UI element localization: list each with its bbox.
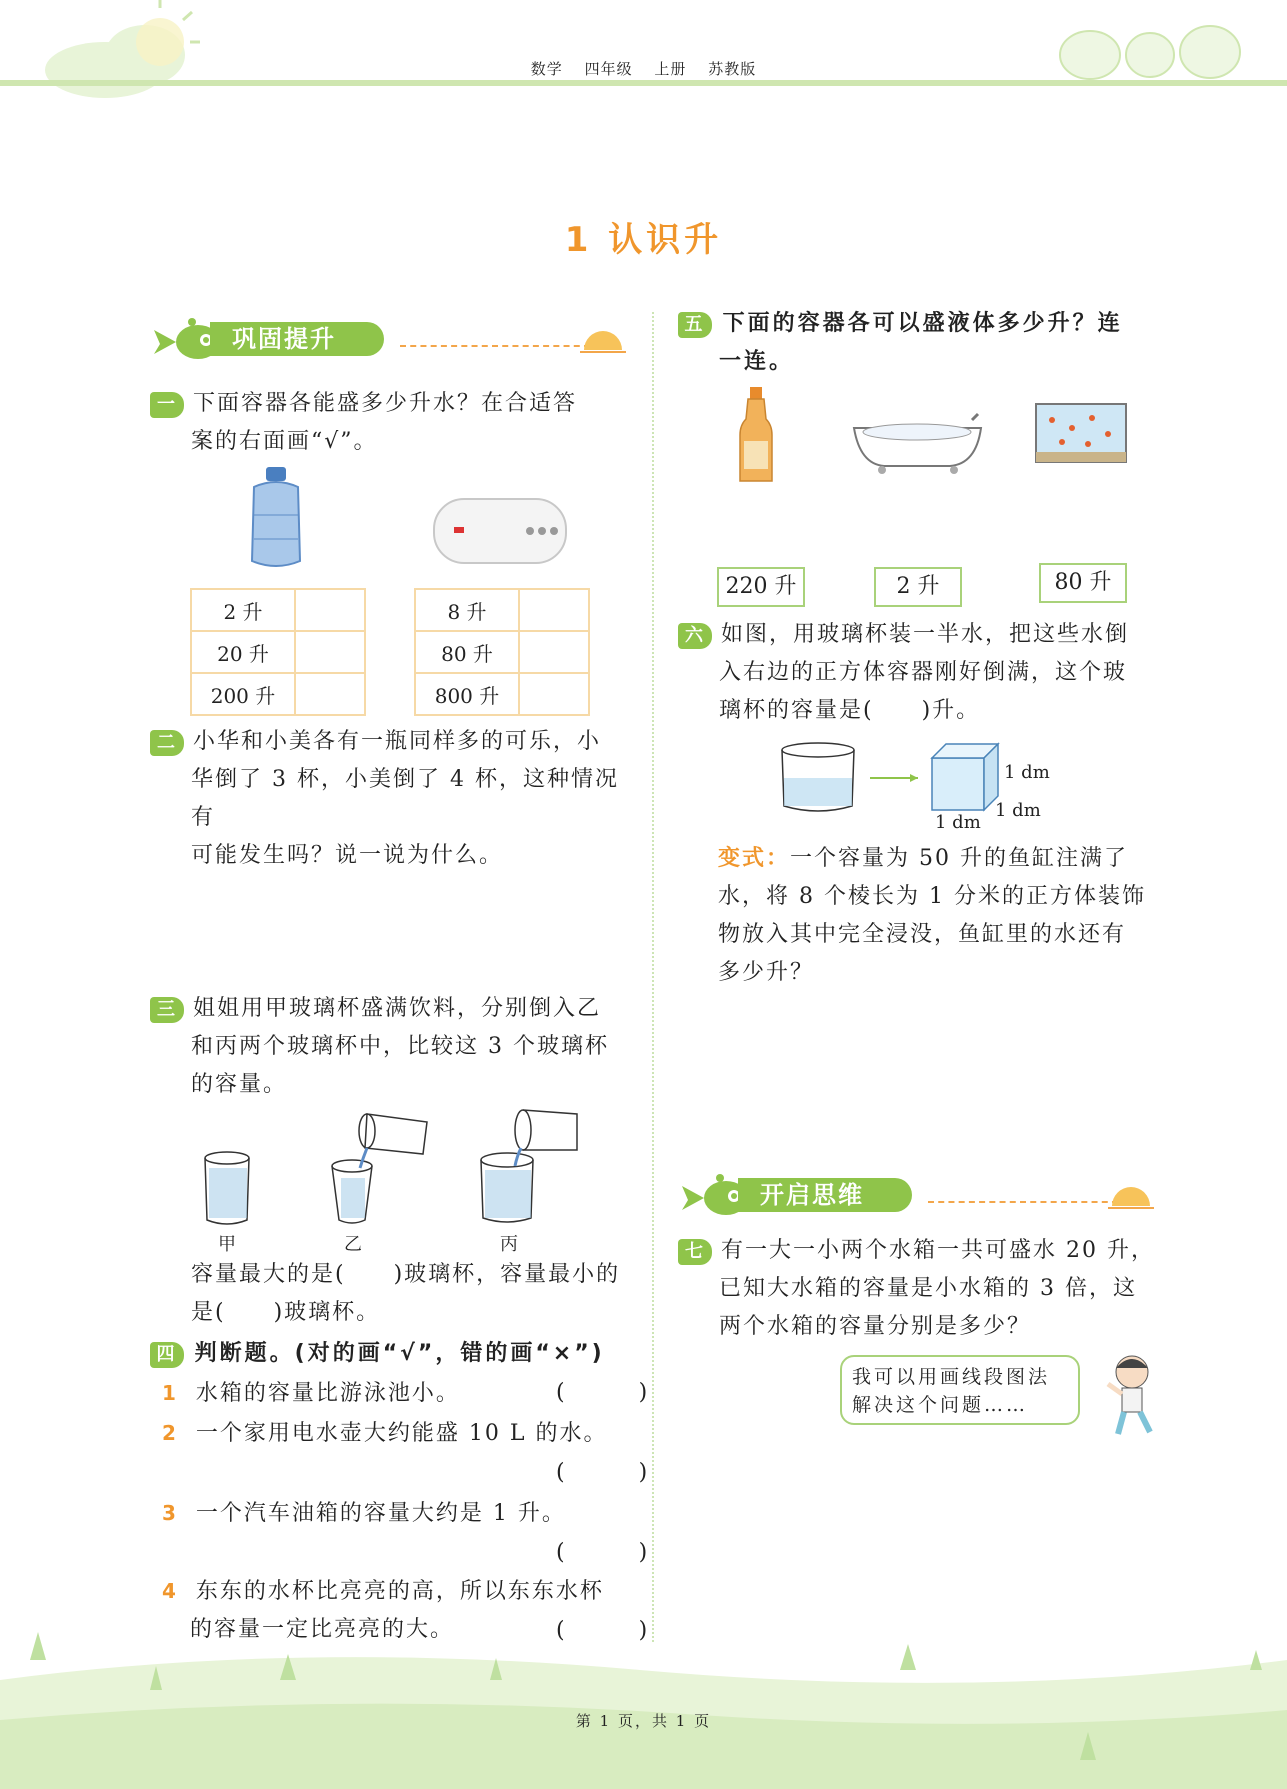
speech-bubble [840, 1355, 1080, 1425]
header-grade: 四年级 [584, 60, 633, 78]
answer-line: 是( )玻璃杯。 [191, 1300, 381, 1325]
item-text: 东东的水杯比亮亮的高，所以东东水杯 [195, 1579, 604, 1604]
question-number: 四 [150, 1342, 184, 1368]
options-table-jug [190, 588, 366, 716]
answer-cell[interactable] [295, 631, 365, 673]
header-subject: 数学 [530, 60, 563, 78]
item-text: 一个汽车油箱的容量大约是 1 升。 [195, 1501, 566, 1526]
header-rule [0, 80, 1287, 86]
capacity-option[interactable]: 220 升 [717, 567, 805, 607]
page-footer: 第 1 页，共 1 页 [575, 1712, 712, 1730]
answer-cell[interactable] [295, 589, 365, 631]
question-text: 入右边的正方体容器刚好倒满，这个玻 [719, 660, 1128, 685]
fish-tank-image [1032, 398, 1132, 468]
question-text: 物放入其中完全浸没，鱼缸里的水还有 [718, 922, 1127, 947]
question-6 [678, 616, 1178, 730]
option-cell: 2 升 [191, 589, 295, 631]
item-text: 水箱的容量比游泳池小。 [195, 1381, 460, 1406]
glass-label-yi: 乙 [344, 1234, 362, 1255]
answer-cell[interactable] [519, 589, 589, 631]
question-text: 下面的容器各可以盛液体多少升？连 [722, 311, 1123, 336]
answer-cell[interactable] [519, 673, 589, 715]
options-table-heater [414, 588, 590, 716]
question-3-answer [191, 1256, 651, 1332]
cube-dimension-label: 1 dm [995, 800, 1041, 821]
page-title: 1 认识升 [564, 220, 723, 260]
bathtub-image [850, 410, 985, 475]
answer-paren[interactable]: ( ) [556, 1380, 658, 1405]
glass-label-bing: 丙 [500, 1234, 518, 1255]
banner-label: 开启思维 [738, 1178, 912, 1212]
item-number: 3 [162, 1501, 178, 1525]
question-number: 六 [678, 623, 712, 649]
question-7 [678, 1232, 1178, 1346]
glasses-diagram [195, 1108, 595, 1238]
question-text: 已知大水箱的容量是小水箱的 3 倍，这 [719, 1276, 1137, 1301]
water-heater-image [430, 495, 570, 569]
water-jug-image [244, 465, 308, 575]
landscape-decoration [0, 1620, 1287, 1789]
banner-label: 巩固提升 [210, 322, 384, 356]
question-5 [678, 305, 1178, 381]
option-cell: 80 升 [415, 631, 519, 673]
answer-line: 容量最大的是( )玻璃杯，容量最小的 [191, 1262, 621, 1287]
header-volume: 上册 [654, 60, 687, 78]
item-text: 的容量一定比亮亮的大。 [190, 1617, 455, 1642]
cube-dimension-label: 1 dm [1004, 762, 1050, 783]
question-number: 七 [678, 1239, 712, 1265]
question-title: 判断题。(对的画“√”，错的画“×”) [194, 1341, 605, 1366]
header-decoration [0, 0, 1287, 110]
boy-icon [1100, 1350, 1170, 1440]
header-info [0, 58, 1287, 79]
bubble-text: 解决这个问题…… [852, 1394, 1029, 1416]
question-text: 姐姐用甲玻璃杯盛满饮料，分别倒入乙 [193, 996, 602, 1021]
item-text: 一个家用电水壶大约能盛 10 L 的水。 [195, 1421, 608, 1446]
judge-item-2 [162, 1414, 642, 1453]
answer-paren[interactable]: ( ) [556, 1540, 658, 1565]
question-text: 多少升？ [718, 960, 815, 985]
bottle-image [736, 385, 776, 485]
question-text: 一个容量为 50 升的鱼缸注满了 [790, 846, 1128, 871]
glass-label-jia: 甲 [218, 1234, 236, 1255]
question-text: 下面容器各能盛多少升水？在合适答 [193, 391, 578, 416]
question-text: 两个水箱的容量分别是多少？ [719, 1314, 1032, 1339]
section-banner-consolidate [150, 318, 630, 362]
variant-label: 变式： [718, 846, 791, 871]
item-number: 2 [162, 1421, 178, 1445]
question-text: 璃杯的容量是( )升。 [719, 698, 981, 723]
sun-icon [580, 324, 626, 354]
bubble-text: 我可以用画线段图法 [852, 1366, 1051, 1388]
question-text: 可能发生吗？说一说为什么。 [191, 843, 504, 868]
question-text: 案的右面画“√”。 [191, 429, 378, 454]
question-number: 二 [150, 730, 184, 756]
sun-icon [1108, 1180, 1154, 1210]
option-cell: 8 升 [415, 589, 519, 631]
glass-to-cube-diagram [780, 740, 1010, 820]
section-banner-thinking [678, 1174, 1158, 1218]
question-text: 小华和小美各有一瓶同样多的可乐，小 [193, 729, 602, 754]
question-text: 如图，用玻璃杯装一半水，把这些水倒 [721, 622, 1130, 647]
column-divider [652, 312, 654, 1642]
option-cell: 20 升 [191, 631, 295, 673]
question-1 [150, 385, 640, 461]
judge-item-3 [162, 1494, 642, 1533]
question-text: 华倒了 3 杯，小美倒了 4 杯，这种情况有 [191, 767, 619, 830]
answer-paren[interactable]: ( ) [556, 1460, 658, 1485]
answer-cell[interactable] [519, 631, 589, 673]
cube-dimension-label: 1 dm [935, 812, 981, 833]
question-3 [150, 990, 640, 1104]
header-edition: 苏教版 [708, 60, 757, 78]
question-4 [150, 1335, 650, 1373]
item-number: 4 [162, 1579, 178, 1603]
question-text: 一连。 [719, 349, 795, 374]
answer-cell[interactable] [295, 673, 365, 715]
question-text: 和丙两个玻璃杯中，比较这 3 个玻璃杯 [191, 1034, 609, 1059]
option-cell: 800 升 [415, 673, 519, 715]
question-text: 有一大一小两个水箱一共可盛水 20 升， [721, 1238, 1155, 1263]
option-cell: 200 升 [191, 673, 295, 715]
item-number: 1 [162, 1381, 178, 1405]
question-number: 三 [150, 997, 184, 1023]
capacity-option[interactable]: 2 升 [874, 567, 962, 607]
question-text: 水，将 8 个棱长为 1 分米的正方体装饰 [718, 884, 1146, 909]
answer-paren[interactable]: ( ) [556, 1618, 658, 1643]
question-text: 的容量。 [191, 1072, 288, 1097]
question-2 [150, 723, 640, 875]
variant-question [718, 840, 1178, 992]
question-number: 五 [678, 312, 712, 338]
question-number: 一 [150, 392, 184, 418]
capacity-option[interactable]: 80 升 [1039, 563, 1127, 603]
